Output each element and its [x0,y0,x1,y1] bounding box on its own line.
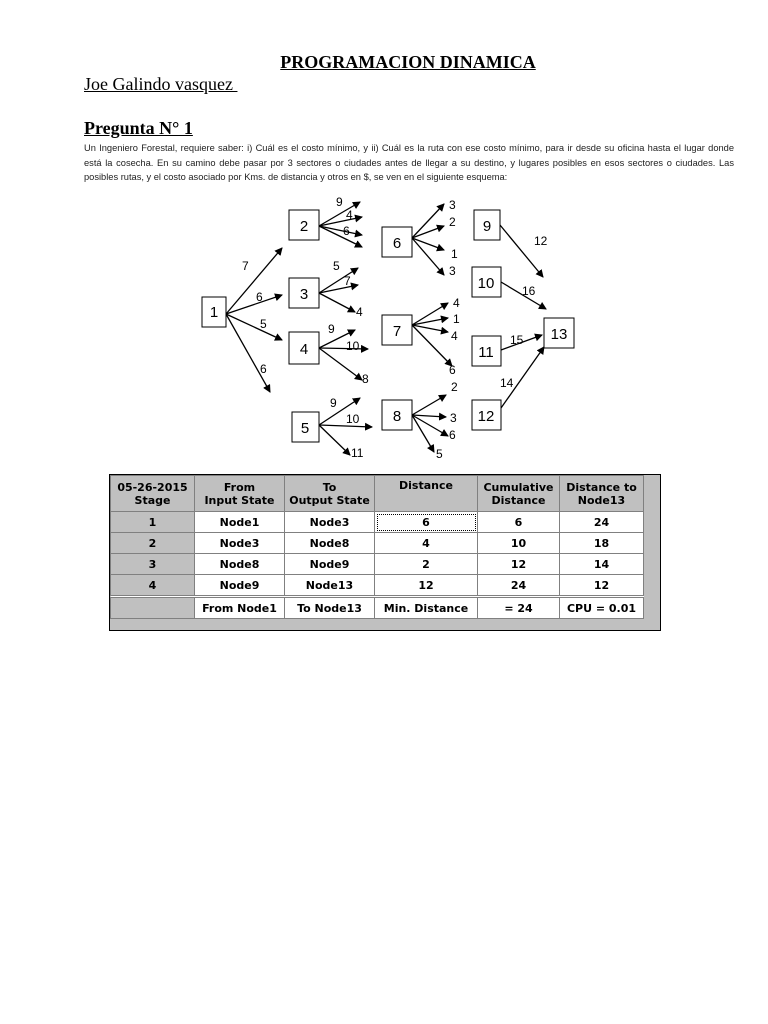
summary-to[interactable]: To Node13 [285,598,375,619]
cell-to[interactable]: Node9 [285,554,375,575]
cell-stage[interactable]: 1 [111,512,195,533]
cell-from[interactable]: Node1 [195,512,285,533]
edge-label: 5 [333,259,340,273]
node-10: 10 [477,275,495,292]
edge-label: 9 [328,322,335,336]
node-6: 6 [392,235,402,252]
cell-to[interactable]: Node13 [285,575,375,596]
edge-label: 4 [453,296,460,310]
edge-label: 6 [343,224,350,238]
cell-distance-to[interactable]: 24 [560,512,644,533]
edge-label: 14 [500,376,514,390]
edge-label: 5 [260,317,267,331]
node-2: 2 [299,218,309,235]
summary-cpu[interactable]: CPU = 0.01 [560,598,644,619]
cell-cumulative[interactable]: 10 [478,533,560,554]
node-1: 1 [209,304,219,321]
node-9: 9 [482,218,492,235]
table-row[interactable] [111,533,644,554]
cell-distance[interactable]: 2 [375,554,478,575]
edge-label: 3 [449,198,456,212]
edge-label: 8 [362,372,369,386]
node-7: 7 [392,323,402,340]
header-to: To Output State [285,476,375,512]
node-3: 3 [299,286,309,303]
cell-distance-to[interactable]: 18 [560,533,644,554]
edge-label: 4 [356,305,363,319]
edge-label: 6 [449,428,456,442]
cell-from[interactable]: Node3 [195,533,285,554]
edge-label: 6 [260,362,267,376]
author-name: Joe Galindo vasquez [84,74,238,94]
edge-label: 3 [450,411,457,425]
edge-label: 10 [346,412,360,426]
cell-from[interactable]: Node9 [195,575,285,596]
table-row[interactable] [111,575,644,596]
edge-label: 6 [256,290,263,304]
network-diagram [190,190,590,465]
cell-stage[interactable]: 4 [111,575,195,596]
cell-to[interactable]: Node3 [285,512,375,533]
cell-stage[interactable]: 2 [111,533,195,554]
node-5: 5 [300,420,310,437]
edge-label: 4 [346,208,353,222]
edge-label: 6 [449,363,456,377]
edge-label: 12 [534,234,548,248]
edge-label: 2 [449,215,456,229]
header-from: From Input State [195,476,285,512]
question-heading: Pregunta N° 1 [84,118,193,138]
header-distance-to: Distance to Node13 [560,476,644,512]
node-11: 11 [478,344,494,361]
edge-label: 15 [510,333,524,347]
summary-distance-label[interactable]: Min. Distance [375,598,478,619]
edge-label: 7 [344,274,351,288]
diagram-node-boxes [202,210,574,442]
summary-cumulative[interactable]: = 24 [478,598,560,619]
edge-label: 9 [330,396,337,410]
header-cumulative: Cumulative Distance [478,476,560,512]
cell-summary-stage[interactable] [111,598,195,619]
node-12: 12 [477,408,495,425]
cell-cumulative[interactable]: 12 [478,554,560,575]
results-table [110,475,644,619]
cell-from[interactable]: Node8 [195,554,285,575]
cell-distance[interactable]: 4 [375,533,478,554]
node-8: 8 [392,408,402,425]
cell-distance[interactable]: 6 [375,512,478,533]
table-row[interactable] [111,554,644,575]
edge-label: 7 [242,259,249,273]
edge-label: 1 [451,247,458,261]
edge-label: 5 [436,447,443,461]
table-header-row [111,476,644,512]
cell-to[interactable]: Node8 [285,533,375,554]
edge-label: 4 [451,329,458,343]
edge-label: 10 [346,339,360,353]
summary-row[interactable] [111,598,644,619]
summary-from[interactable]: From Node1 [195,598,285,619]
header-stage: 05-26-2015 Stage [111,476,195,512]
edge-label: 16 [522,284,536,298]
cell-cumulative[interactable]: 24 [478,575,560,596]
cell-distance-to[interactable]: 14 [560,554,644,575]
cell-distance-to[interactable]: 12 [560,575,644,596]
edge-label: 9 [336,195,343,209]
cell-stage[interactable]: 3 [111,554,195,575]
table-row[interactable] [111,512,644,533]
cell-cumulative[interactable]: 6 [478,512,560,533]
edge-label: 11 [351,446,364,460]
page-title: PROGRAMACION DINAMICA [280,52,536,72]
edge-label: 2 [451,380,458,394]
edge-label: 3 [449,264,456,278]
node-13: 13 [550,326,568,343]
header-distance: Distance [375,476,478,512]
node-4: 4 [299,341,309,358]
edge-label: 1 [453,312,460,326]
question-text: Un Ingeniero Forestal, requiere saber: i) Cuál es el costo mínimo, y ii) Cuál es la ruta con ese costo mínimo, para ir desde su oficina hasta el lugar donde está la cosecha. En su camino debe pasar por 3 sectores o ciudades antes de llegar a su destino, y lugares posibles en esos sectores o ciudades. Las posibles rutas, y el costo asociado por Kms. de distancia y otros en $, se ven en el siguiente esquema: [84,143,734,182]
cell-distance[interactable]: 12 [375,575,478,596]
results-window [109,474,661,631]
